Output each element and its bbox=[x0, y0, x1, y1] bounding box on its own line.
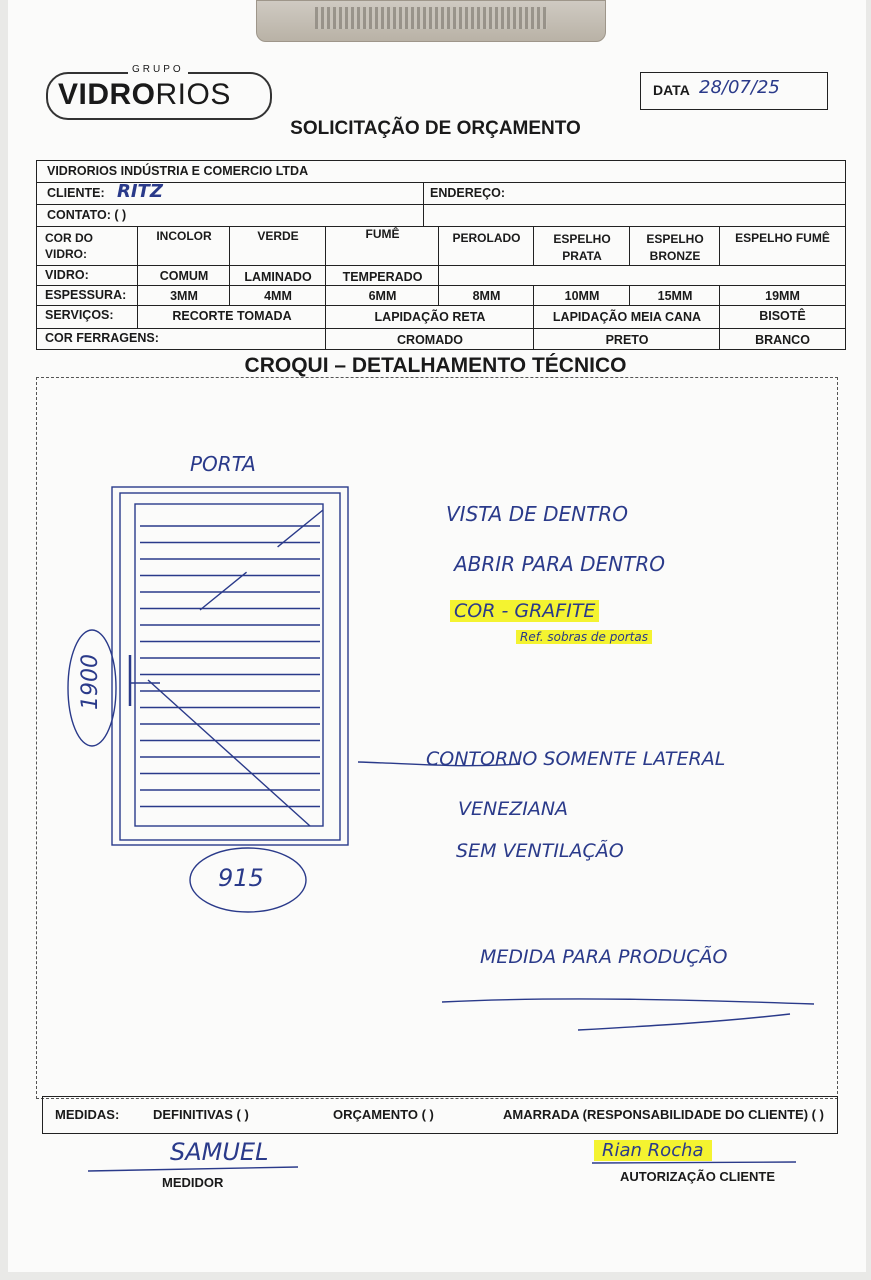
medidor-signature: SAMUEL bbox=[170, 1138, 269, 1166]
door-label: PORTA bbox=[190, 452, 256, 476]
date-value: 28/07/25 bbox=[699, 77, 780, 98]
note-medida: MEDIDA PARA PRODUÇÃO bbox=[480, 946, 728, 968]
note-contorno: CONTORNO SOMENTE LATERAL bbox=[426, 748, 726, 770]
client-signature: Rian Rocha bbox=[594, 1140, 712, 1161]
note-color-ref: Ref. sobras de portas bbox=[516, 630, 652, 644]
note-ventilacao: SEM VENTILAÇÃO bbox=[456, 840, 624, 862]
note-open: ABRIR PARA DENTRO bbox=[454, 552, 665, 576]
note-view: VISTA DE DENTRO bbox=[446, 502, 628, 526]
croqui-title: CROQUI – DETALHAMENTO TÉCNICO bbox=[244, 354, 627, 377]
measures-row: MEDIDAS: DEFINITIVAS ( ) ORÇAMENTO ( ) AMARRADA (RESPONSABILIDADE DO CLIENTE) ( ) bbox=[42, 1096, 838, 1134]
client-auth-label: AUTORIZAÇÃO CLIENTE bbox=[620, 1169, 776, 1184]
width-value: 915 bbox=[218, 864, 264, 892]
date-box: DATA 28/07/25 bbox=[640, 72, 828, 110]
definitivas-checkbox[interactable]: DEFINITIVAS ( ) bbox=[153, 1107, 249, 1122]
orcamento-checkbox[interactable]: ORÇAMENTO ( ) bbox=[333, 1107, 434, 1122]
company-logo: GRUPO VIDRORIOS bbox=[46, 72, 272, 120]
amarrada-checkbox[interactable]: AMARRADA (RESPONSABILIDADE DO CLIENTE) ( ) bbox=[503, 1107, 824, 1122]
company-name: VIDRORIOS INDÚSTRIA E COMERCIO LTDA bbox=[47, 164, 309, 178]
medidor-label: MEDIDOR bbox=[162, 1175, 224, 1190]
note-color: COR - GRAFITE bbox=[450, 600, 599, 622]
order-form: VIDRORIOS INDÚSTRIA E COMERCIO LTDA CLIENTE: RITZ ENDEREÇO: CONTATO: ( ) COR DO VIDRO: INCOLOR VERDE FUMÊ PEROLADO ESPELHO PRATA ESPELHO BRONZE ESPELHO FUMÊ VIDRO: COMUM LAMINADO TEMPERADO ESPESSURA: 3MM 4MM 6MM 8MM 10MM 15MM 19MM SERVIÇOS: RECORTE TOMADA LAPIDAÇÃO RETA LAPIDAÇÃO MEIA CANA BISOTÊ COR FERRAGENS: CROMADO PRETO BRANCO bbox=[36, 160, 846, 350]
height-value: 1900 bbox=[78, 654, 103, 710]
note-veneziana: VENEZIANA bbox=[458, 798, 569, 820]
page-title: SOLICITAÇÃO DE ORÇAMENTO bbox=[290, 118, 581, 139]
client-value: RITZ bbox=[117, 181, 163, 202]
